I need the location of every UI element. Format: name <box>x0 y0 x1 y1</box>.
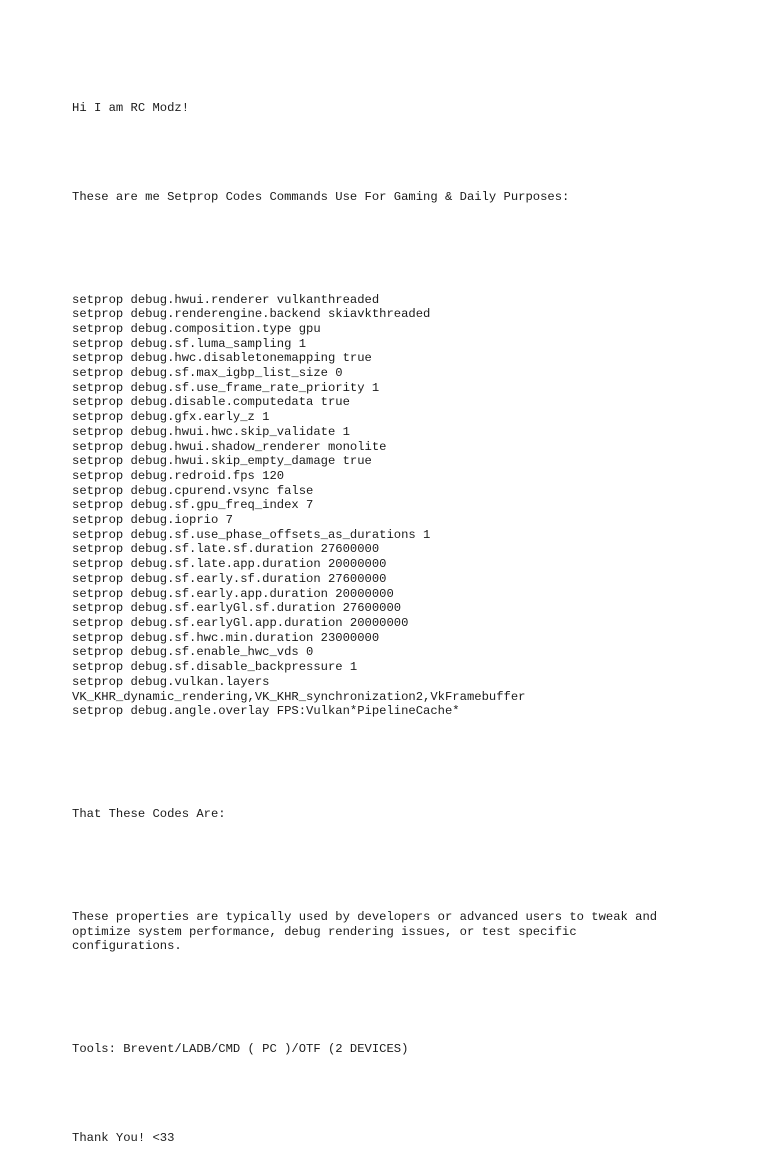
explanation-line: optimize system performance, debug rendering issues, or test specific <box>72 924 577 939</box>
command-line: setprop debug.cpurend.vsync false <box>72 483 314 498</box>
intro-text: These are me Setprop Codes Commands Use For Gaming & Daily Purposes: <box>72 189 570 204</box>
tools-text: Tools: Brevent/LADB/CMD ( PC )/OTF (2 DEVICES) <box>72 1042 409 1057</box>
command-line: setprop debug.sf.luma_sampling 1 <box>72 336 307 351</box>
command-line: setprop debug.hwui.renderer vulkanthreaded <box>72 292 380 307</box>
explanation-paragraph <box>72 910 696 954</box>
explanation-line: These properties are typically used by developers or advanced users to tweak and <box>72 910 658 925</box>
command-line: setprop debug.sf.hwc.min.duration 23000000 <box>72 630 380 645</box>
blank-line <box>72 851 696 866</box>
explanation-heading: That These Codes Are: <box>72 807 226 822</box>
command-line: setprop debug.angle.overlay FPS:Vulkan*PipelineCache* <box>72 704 460 719</box>
blank-line <box>72 763 696 778</box>
command-list <box>72 293 696 719</box>
command-line: setprop debug.sf.max_igbp_list_size 0 <box>72 366 343 381</box>
blank-line <box>72 146 696 161</box>
closing-text: Thank You! <33 <box>72 1130 175 1145</box>
greeting-text: Hi I am RC Modz! <box>72 101 190 116</box>
command-line: setprop debug.composition.type gpu <box>72 321 321 336</box>
command-line: setprop debug.hwui.shadow_renderer monolite <box>72 439 387 454</box>
command-line: setprop debug.hwc.disabletonemapping true <box>72 351 372 366</box>
command-line: setprop debug.hwui.hwc.skip_validate 1 <box>72 424 350 439</box>
command-line: setprop debug.ioprio 7 <box>72 513 233 528</box>
command-line: setprop debug.vulkan.layers <box>72 674 270 689</box>
command-line: setprop debug.sf.late.app.duration 20000000 <box>72 557 387 572</box>
blank-line <box>72 234 696 249</box>
command-line: setprop debug.renderengine.backend skiavkthreaded <box>72 307 431 322</box>
blank-line <box>72 1086 696 1101</box>
document-page <box>72 72 696 1160</box>
command-line: setprop debug.sf.enable_hwc_vds 0 <box>72 645 314 660</box>
command-line: setprop debug.sf.early.app.duration 20000000 <box>72 586 394 601</box>
command-line: setprop debug.hwui.skip_empty_damage true <box>72 454 372 469</box>
command-line: VK_KHR_dynamic_rendering,VK_KHR_synchronization2,VkFramebuffer <box>72 689 526 704</box>
command-line: setprop debug.sf.earlyGl.sf.duration 27600000 <box>72 601 402 616</box>
command-line: setprop debug.sf.earlyGl.app.duration 20000000 <box>72 615 409 630</box>
command-line: setprop debug.gfx.early_z 1 <box>72 410 270 425</box>
command-line: setprop debug.sf.gpu_freq_index 7 <box>72 498 314 513</box>
explanation-line: configurations. <box>72 939 182 954</box>
command-line: setprop debug.redroid.fps 120 <box>72 468 285 483</box>
command-line: setprop debug.disable.computedata true <box>72 395 350 410</box>
command-line: setprop debug.sf.late.sf.duration 27600000 <box>72 542 380 557</box>
command-line: setprop debug.sf.use_frame_rate_priority 1 <box>72 380 380 395</box>
command-line: setprop debug.sf.disable_backpressure 1 <box>72 660 358 675</box>
blank-line <box>72 998 696 1013</box>
command-line: setprop debug.sf.use_phase_offsets_as_durations 1 <box>72 527 431 542</box>
command-line: setprop debug.sf.early.sf.duration 27600000 <box>72 571 387 586</box>
